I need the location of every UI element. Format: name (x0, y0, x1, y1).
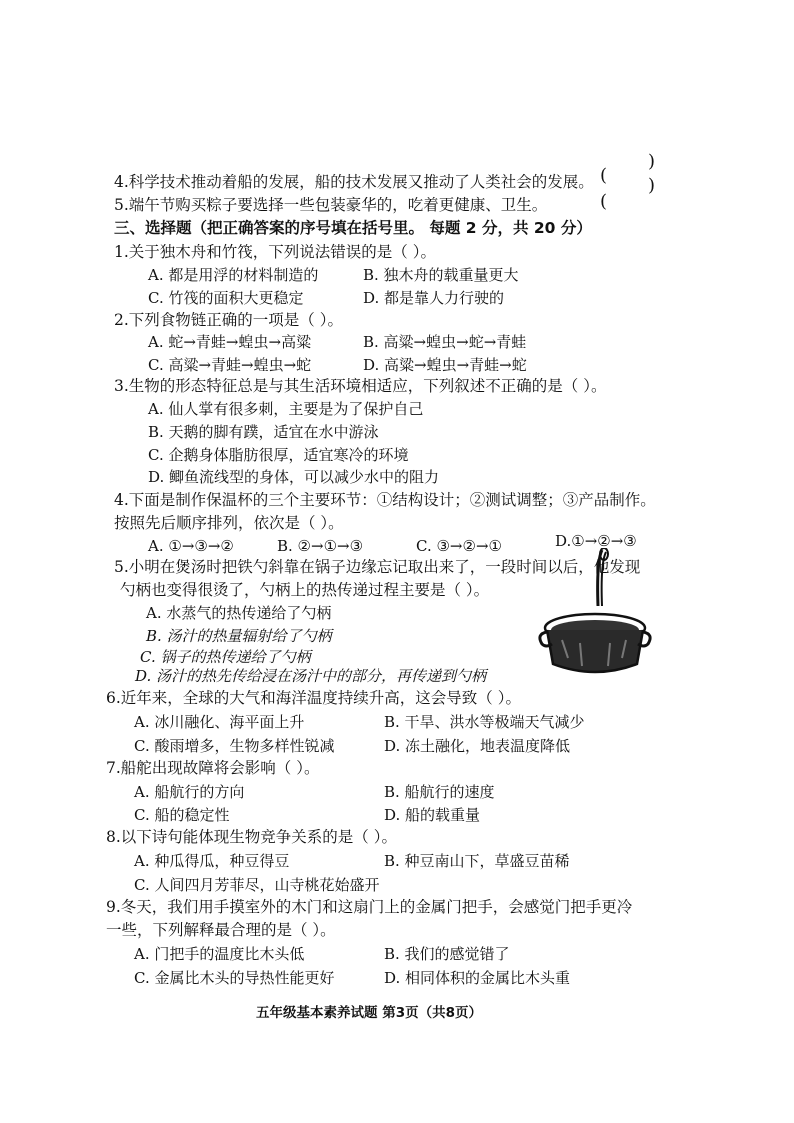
q9-option-c: C. 金属比木头的导热性能更好 (134, 969, 335, 987)
q2-option-a: A. 蛇→青蛙→蝗虫→高粱 (148, 333, 312, 351)
q3-option-a: A. 仙人掌有很多刺，主要是为了保护自己 (148, 400, 424, 418)
q7-option-c: C. 船的稳定性 (134, 806, 230, 824)
question-1-stem: 1.关于独木舟和竹筏，下列说法错误的是（ ）。 (114, 243, 436, 261)
q1-option-c: C. 竹筏的面积大更稳定 (148, 289, 304, 307)
q9-option-b: B. 我们的感觉错了 (384, 945, 510, 963)
q7-option-d: D. 船的载重量 (384, 806, 481, 824)
q6-option-d: D. 冻土融化，地表温度降低 (384, 737, 571, 755)
answer-paren-close-top: ) (648, 151, 656, 172)
q8-option-b: B. 种豆南山下，草盛豆苗稀 (384, 852, 570, 870)
q5-option-d: D. 汤汁的热先传给浸在汤汁中的部分，再传递到勺柄 (135, 667, 487, 685)
question-5-stem-line-1: 5.小明在煲汤时把铁勺斜靠在锅子边缘忘记取出来了，一段时间以后，他发现 (114, 558, 641, 576)
judge-q4-paren-close: ) (648, 175, 656, 196)
question-3-stem: 3.生物的形态特征总是与其生活环境相适应，下列叙述不正确的是（ ）。 (114, 377, 607, 395)
q3-option-d: D. 鲫鱼流线型的身体，可以减少水中的阻力 (148, 468, 440, 486)
q8-option-c: C. 人间四月芳菲尽，山寺桃花始盛开 (134, 876, 380, 894)
question-5-stem-line-2: 勺柄也变得很烫了，勺柄上的热传递过程主要是（ ）。 (120, 581, 490, 599)
soup-pot-with-spoon-illustration (538, 548, 656, 680)
question-9-stem-line-2: 一些，下列解释最合理的是（ ）。 (106, 921, 336, 939)
q2-option-c: C. 高粱→青蛙→蝗虫→蛇 (148, 356, 312, 374)
q7-option-b: B. 船航行的速度 (384, 783, 495, 801)
q4-option-a: A. ①→③→② (148, 537, 234, 555)
q2-option-d: D. 高粱→蝗虫→青蛙→蛇 (363, 356, 527, 374)
q5-option-c: C. 锅子的热传递给了勺柄 (140, 648, 311, 666)
section-3-title: 三、选择题（把正确答案的序号填在括号里。 每题 2 分，共 20 分） (114, 219, 592, 237)
judge-q4-paren-open: ( (600, 165, 608, 186)
q4-option-b: B. ②→①→③ (277, 537, 364, 555)
question-7-stem: 7.船舵出现故障将会影响（ ）。 (106, 759, 320, 777)
question-6-stem: 6.近年来，全球的大气和海洋温度持续升高，这会导致（ ）。 (106, 689, 521, 707)
q2-option-b: B. 高粱→蝗虫→蛇→青蛙 (363, 333, 527, 351)
q1-option-a: A. 都是用浮的材料制造的 (148, 266, 319, 284)
question-9-stem-line-1: 9.冬天，我们用手摸室外的木门和这扇门上的金属门把手，会感觉门把手更冷 (106, 898, 633, 916)
judge-question-5: 5.端午节购买粽子要选择一些包装豪华的，吃着更健康、卫生。 (114, 196, 548, 214)
q4-option-c: C. ③→②→① (416, 537, 502, 555)
q4-option-d: D.①→②→③ (555, 532, 637, 550)
judge-question-4: 4.科学技术推动着船的发展，船的技术发展又推动了人类社会的发展。 (114, 173, 594, 191)
q1-option-b: B. 独木舟的载重量更大 (363, 266, 519, 284)
q1-option-d: D. 都是靠人力行驶的 (363, 289, 505, 307)
q6-option-a: A. 冰川融化、海平面上升 (134, 713, 305, 731)
q6-option-c: C. 酸雨增多，生物多样性锐减 (134, 737, 335, 755)
q5-option-b: B. 汤汁的热量辐射给了勺柄 (146, 627, 332, 645)
judge-q5-paren-open: ( (600, 191, 608, 212)
q5-option-a: A. 水蒸气的热传递给了勺柄 (146, 604, 332, 622)
q9-option-a: A. 门把手的温度比木头低 (134, 945, 305, 963)
question-2-stem: 2.下列食物链正确的一项是（ ）。 (114, 311, 343, 329)
q6-option-b: B. 干旱、洪水等极端天气减少 (384, 713, 585, 731)
question-4-stem-line-1: 4.下面是制作保温杯的三个主要环节：①结构设计；②测试调整；③产品制作。 (114, 491, 656, 509)
q9-option-d: D. 相同体积的金属比木头重 (384, 969, 571, 987)
q8-option-a: A. 种瓜得瓜，种豆得豆 (134, 852, 290, 870)
question-8-stem: 8.以下诗句能体现生物竞争关系的是（ ）。 (106, 828, 397, 846)
q3-option-c: C. 企鹅身体脂肪很厚，适宜寒冷的环境 (148, 446, 409, 464)
q3-option-b: B. 天鹅的脚有蹼，适宜在水中游泳 (148, 423, 379, 441)
question-4-stem-line-2: 按照先后顺序排列，依次是（ ）。 (114, 514, 344, 532)
page-footer: 五年级基本素养试题 第3页（共8页） (256, 1005, 482, 1021)
q7-option-a: A. 船航行的方向 (134, 783, 245, 801)
